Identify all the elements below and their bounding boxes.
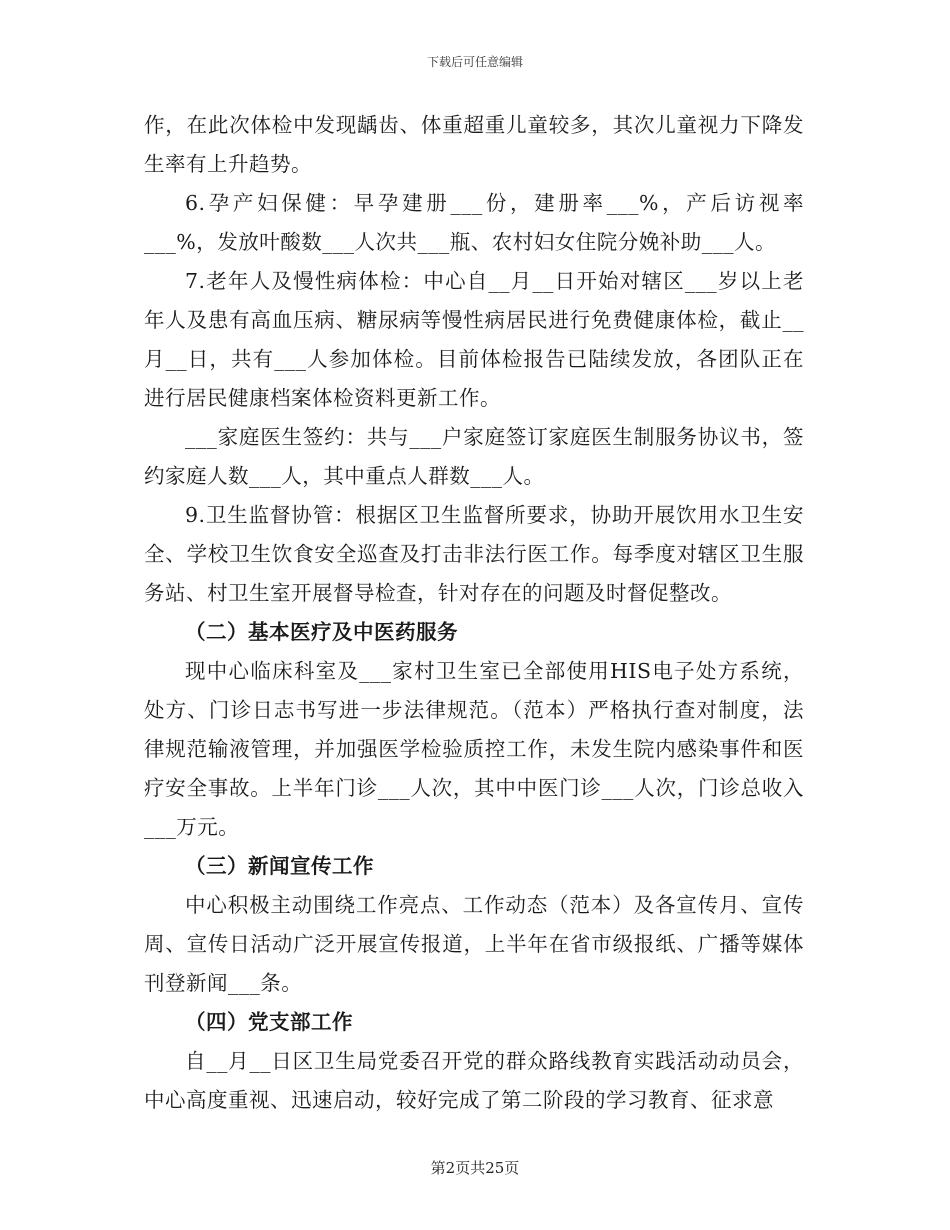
page-header-note: 下载后可任意编辑 bbox=[426, 55, 523, 69]
paragraph-maternal-health: 6.孕产妇保健：早孕建册___份，建册率___%，产后访视率___%，发放叶酸数___人次共___瓶、农村妇女住院分娩补助___人。 bbox=[144, 191, 804, 254]
page-footer-number: 第2页共25页 bbox=[430, 1159, 520, 1177]
section-heading-party-branch: （四）党支部工作 bbox=[185, 1010, 353, 1034]
document-body bbox=[144, 106, 804, 1120]
paragraph-family-doctor: ___家庭医生签约：共与___户家庭签订家庭医生制服务协议书，签约家庭人数___人，其中重点人群数___人。 bbox=[144, 425, 804, 488]
paragraph-continuation: 作，在此次体检中发现龋齿、体重超重儿童较多，其次儿童视力下降发生率有上升趋势。 bbox=[144, 113, 804, 176]
section-heading-medical-services: （二）基本医疗及中医药服务 bbox=[185, 620, 458, 644]
section-heading-publicity: （三）新闻宣传工作 bbox=[185, 854, 374, 878]
paragraph-party-branch: 自__月__日区卫生局党委召开党的群众路线教育实践活动动员会，中心高度重视、迅速启动，较好完成了第二阶段的学习教育、征求意 bbox=[144, 1049, 804, 1112]
paragraph-medical-services: 现中心临床科室及___家村卫生室已全部使用HIS电子处方系统，处方、门诊日志书写进一步法律规范。（范本）严格执行查对制度，法律规范输液管理，并加强医学检验质控工作，未发生院内感染事件和医疗安全事故。上半年门诊___人次，其中中医门诊___人次，门诊总收入___万元。 bbox=[144, 659, 804, 839]
paragraph-health-supervision: 9.卫生监督协管：根据区卫生监督所要求，协助开展饮用水卫生安全、学校卫生饮食安全巡查及打击非法行医工作。每季度对辖区卫生服务站、村卫生室开展督导检查，针对存在的问题及时督促整改。 bbox=[144, 503, 804, 605]
paragraph-publicity: 中心积极主动围绕工作亮点、工作动态（范本）及各宣传月、宣传周、宣传日活动广泛开展宣传报道，上半年在省市级报纸、广播等媒体刊登新闻___条。 bbox=[144, 893, 804, 995]
paragraph-elderly-checkup: 7.老年人及慢性病体检：中心自__月__日开始对辖区___岁以上老年人及患有高血压病、糖尿病等慢性病居民进行免费健康体检，截止__月__日，共有___人参加体检。目前体检报告已陆续发放，各团队正在进行居民健康档案体检资料更新工作。 bbox=[144, 269, 804, 410]
